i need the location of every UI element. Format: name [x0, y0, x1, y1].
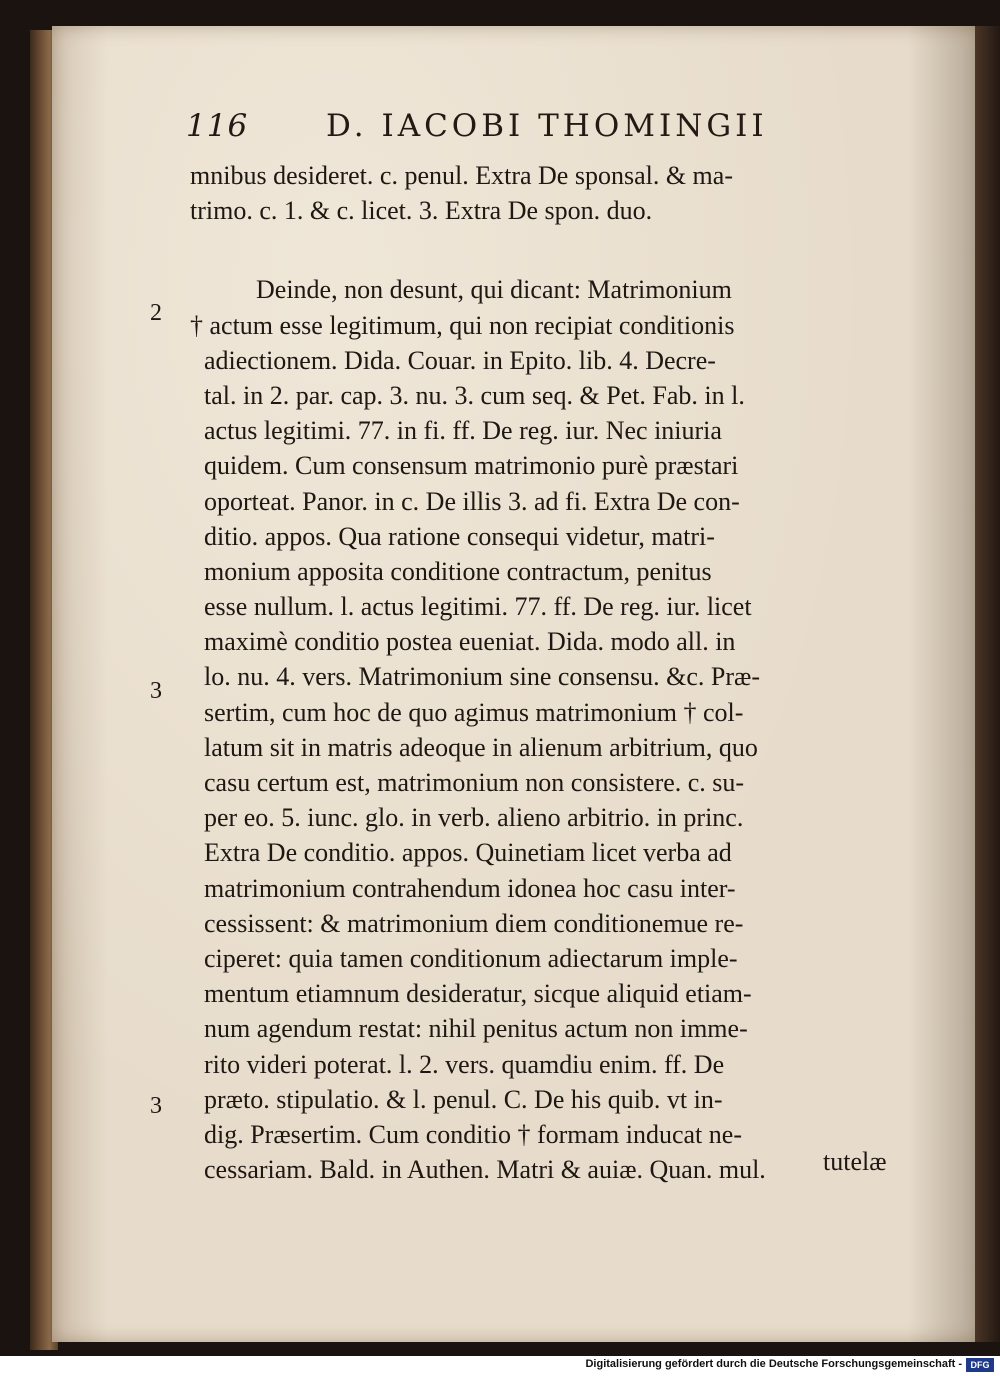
text-line: Extra De conditio. appos. Quinetiam licet verba ad	[204, 838, 732, 868]
page-right-shadow	[975, 26, 1000, 1342]
text-line: maximè conditio postea eueniat. Dida. modo all. in	[204, 627, 736, 657]
text-line: † actum esse legitimum, qui non recipiat conditionis	[190, 310, 735, 340]
text-line: per eo. 5. iunc. glo. in verb. alieno arbitrio. in princ.	[204, 803, 744, 833]
footer-bar	[0, 1356, 1000, 1376]
text-line: trimo. c. 1. & c. licet. 3. Extra De spon. duo.	[190, 196, 653, 226]
text-line: mnibus desideret. c. penul. Extra De sponsal. & ma-	[190, 161, 733, 190]
text-line: sertim, cum hoc de quo agimus matrimonium † col-	[204, 697, 744, 727]
text-line: quidem. Cum consensum matrimonio purè præstari	[204, 451, 739, 481]
text-line: actus legitimi. 77. in fi. ff. De reg. iur. Nec iniuria	[204, 416, 722, 446]
text-line: oporteat. Panor. in c. De illis 3. ad fi. Extra De con-	[204, 486, 740, 516]
text-line: rito videri poterat. l. 2. vers. quamdiu enim. ff. De	[204, 1049, 725, 1079]
text-line: lo. nu. 4. vers. Matrimonium sine consensu. &c. Præ-	[204, 662, 761, 692]
text-line: adiectionem. Dida. Couar. in Epito. lib. 4. Decre-	[204, 345, 716, 375]
text-line: ditio. appos. Qua ratione consequi videtur, matri-	[204, 521, 715, 551]
catchword: tutelæ	[823, 1147, 887, 1176]
text-line: dig. Præsertim. Cum conditio † formam inducat ne-	[204, 1119, 742, 1149]
text-line: matrimonium contrahendum idonea hoc casu inter-	[204, 873, 736, 903]
text-line: monium apposita conditione contractum, penitus	[204, 556, 712, 586]
margin-note: 2	[150, 300, 162, 326]
text-line: casu certum est, matrimonium non consistere. c. su-	[204, 768, 745, 797]
text-line: mentum etiamnum desideratur, sicque aliquid etiam-	[204, 979, 752, 1009]
page-number: 116	[186, 108, 249, 144]
running-head	[186, 108, 806, 148]
running-title: D. IACOBI THOMINGII	[326, 108, 768, 144]
margin-note: 3	[150, 678, 162, 704]
text-line: esse nullum. l. actus legitimi. 77. ff. De reg. iur. licet	[204, 592, 752, 622]
text-line: præto. stipulatio. & l. penul. C. De his quib. vt in-	[204, 1084, 723, 1114]
text-line: tal. in 2. par. cap. 3. nu. 3. cum seq. & Pet. Fab. in l.	[204, 380, 745, 410]
margin-note: 3	[150, 1093, 162, 1119]
text-line: Deinde, non desunt, qui dicant: Matrimonium	[256, 275, 732, 305]
funding-credit: Digitalisierung gefördert durch die Deutsche Forschungsgemeinschaft -	[585, 1358, 962, 1370]
text-line: ciperet: quia tamen conditionum adiectarum imple-	[204, 943, 738, 973]
text-line: cessissent: & matrimonium diem conditionemue re-	[204, 908, 744, 938]
text-line: latum sit in matris adeoque in alienum arbitrium, quo	[204, 732, 758, 762]
dfg-logo: DFG	[966, 1358, 994, 1372]
paragraph-gap	[190, 228, 910, 272]
body-text	[190, 158, 910, 1187]
text-line: cessariam. Bald. in Authen. Matri & auiæ. Quan. mul.	[204, 1155, 766, 1185]
text-line: num agendum restat: nihil penitus actum non imme-	[204, 1014, 748, 1044]
